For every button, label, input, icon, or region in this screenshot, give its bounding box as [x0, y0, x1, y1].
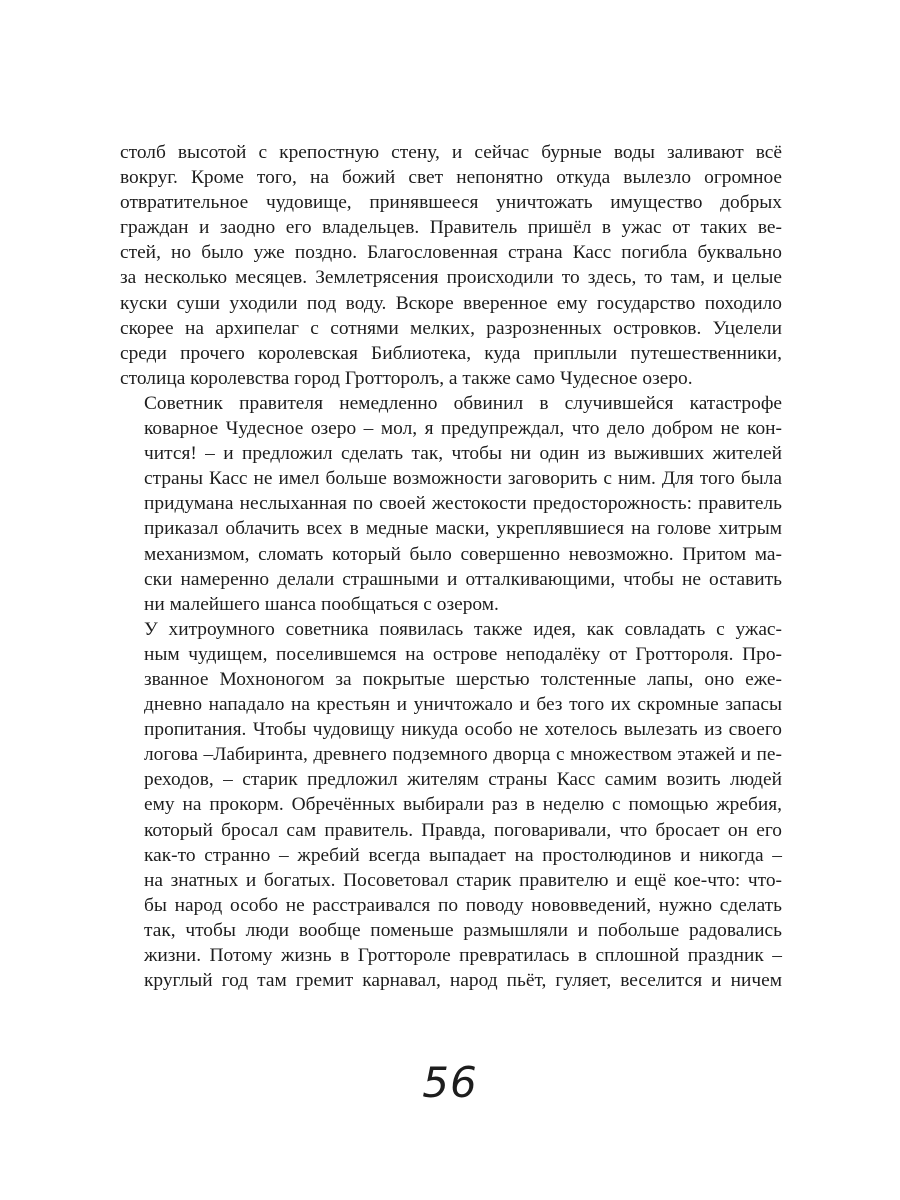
text-line: ни малейшего шанса пообщаться с озером. — [144, 593, 499, 615]
text-line: ему на прокорм. Обречённых выбирали раз в неделю с помощью жребия, — [144, 794, 782, 816]
paragraph — [120, 391, 782, 617]
text-line: жизни. Потому жизнь в Гроттороле превратилась в сплошной праздник – — [144, 945, 782, 966]
text-line: бы народ особо не расстраивался по поводу нововведений, нужно сделать — [144, 894, 782, 916]
text-line: ным чудищем, поселившемся на острове неподалёку от Гроттороля. Про- — [144, 643, 782, 665]
paragraph — [120, 140, 782, 391]
paragraph — [120, 617, 782, 993]
text-line: приказал облачить всех в медные маски, укреплявшиеся на голове хитрым — [144, 518, 782, 540]
text-line: круглый год там гремит карнавал, народ пьёт, гуляет, веселится и ничем — [144, 970, 782, 992]
text-line: на знатных и богатых. Посоветовал старик правителю и ещё кое-что: что- — [144, 869, 782, 891]
text-line: У хитроумного советника появилась также идея, как совладать с ужас- — [144, 618, 782, 640]
text-line: среди прочего королевская Библиотека, куда приплыли путешественники, — [120, 342, 782, 364]
text-line: коварное Чудесное озеро – мол, я предупреждал, что дело добром не кон- — [144, 418, 782, 440]
text-line: званное Мохноногом за покрытые шерстью толстенные лапы, оно еже- — [144, 668, 782, 690]
text-line: столица королевства город Гротторолъ, а также само Чудесное озеро. — [120, 367, 693, 389]
text-line: пропитания. Чтобы чудовищу никуда особо не хотелось вылезать из своего — [144, 719, 782, 741]
text-line: за несколько месяцев. Землетрясения происходили то здесь, то там, и целые — [120, 267, 782, 289]
text-line: вокруг. Кроме того, на божий свет непонятно откуда вылезло огромное — [120, 167, 782, 189]
text-line: так, чтобы люди вообще поменьше размышляли и побольше радовались — [144, 919, 782, 941]
text-line: столб высотой с крепостную стену, и сейчас бурные воды заливают всё — [120, 142, 782, 163]
text-line: дневно нападало на крестьян и уничтожало и без того их скромные запасы — [144, 694, 782, 716]
text-line: стей, но было уже поздно. Благословенная страна Касс погибла буквально — [120, 242, 782, 264]
page-number: 56 — [422, 1058, 478, 1107]
text-line: чится! – и предложил сделать так, чтобы ни один из выживших жителей — [144, 443, 782, 465]
text-line: ски намеренно делали страшными и отталкивающими, чтобы не оставить — [144, 568, 782, 590]
text-line: придумана неслыханная по своей жестокости предосторожность: правитель — [144, 493, 782, 515]
text-line: страны Касс не имел больше возможности заговорить с ним. Для того была — [144, 468, 782, 490]
text-line: граждан и заодно его владельцев. Правитель пришёл в ужас от таких ве- — [120, 217, 782, 239]
text-line: реходов, – старик предложил жителям страны Касс самим возить людей — [144, 769, 782, 791]
text-line: логова –Лабиринта, древнего подземного дворца с множеством этажей и пе- — [144, 744, 782, 766]
text-line: который бросал сам правитель. Правда, поговаривали, что бросает он его — [144, 819, 782, 841]
text-line: механизмом, сломать который было совершенно невозможно. Притом ма- — [144, 543, 782, 565]
text-line: скорее на архипелаг с сотнями мелких, разрозненных островков. Уцелели — [120, 317, 782, 339]
text-line: отвратительное чудовище, принявшееся уничтожать имущество добрых — [120, 192, 782, 214]
text-line: Советник правителя немедленно обвинил в случившейся катастрофе — [144, 392, 782, 414]
body-text — [120, 140, 782, 993]
text-line: куски суши уходили под воду. Вскоре вверенное ему государство походило — [120, 292, 782, 314]
text-line: как-то странно – жребий всегда выпадает на простолюдинов и никогда – — [144, 844, 782, 866]
